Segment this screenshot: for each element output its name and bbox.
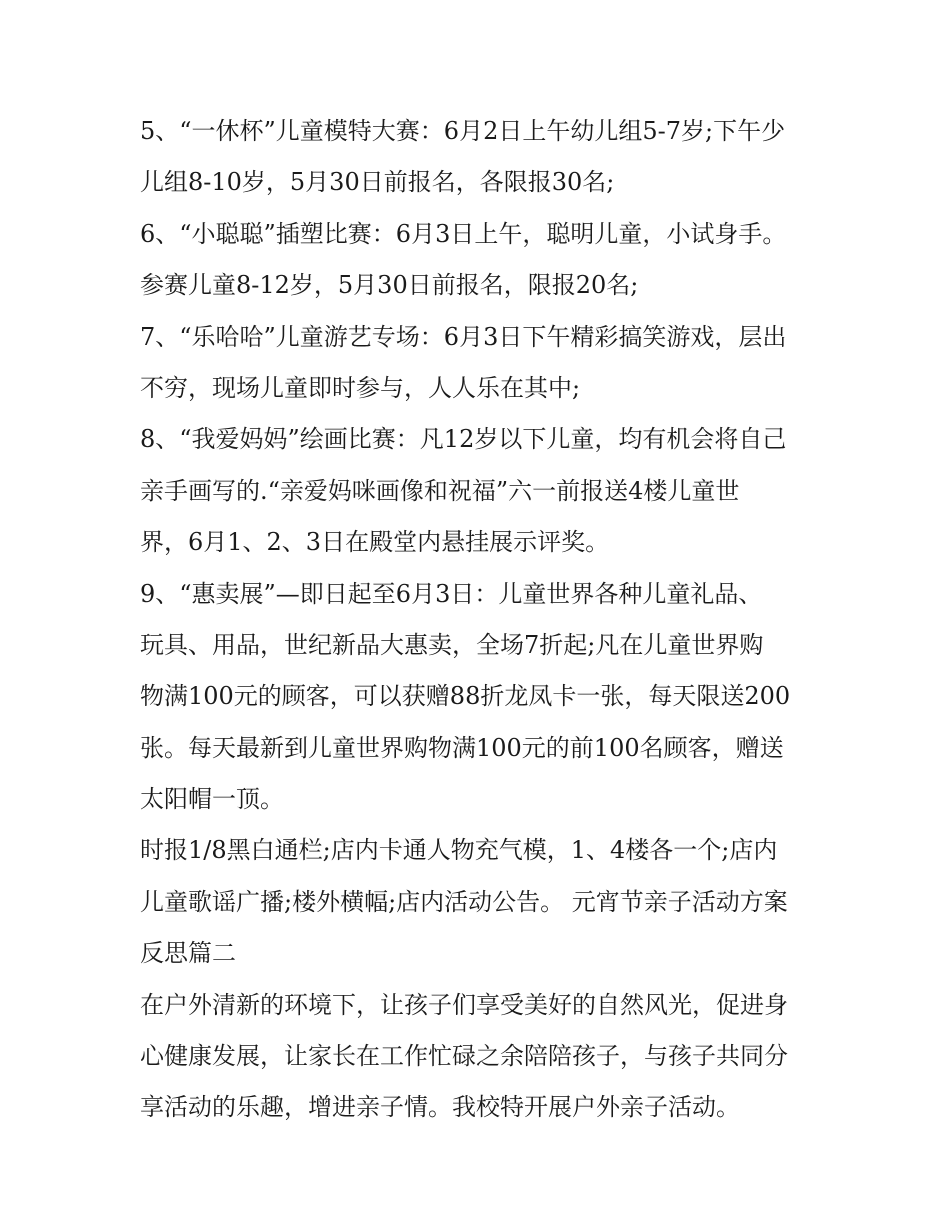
text-line: 儿童歌谣广播;楼外横幅;店内活动公告。 元宵节亲子活动方案	[140, 887, 788, 916]
text-line: 心健康发展，让家长在工作忙碌之余陪陪孩子，与孩子共同分	[140, 1042, 788, 1071]
text-line: 张。每天最新到儿童世界购物满100元的前100名顾客，赠送	[140, 733, 784, 762]
text-line: 6、“小聪聪”插塑比赛：6月3日上午，聪明儿童，小试身手。	[140, 219, 787, 248]
text-line: 界，6月1、2、3日在殿堂内悬挂展示评奖。	[140, 528, 610, 557]
text-line: 8、“我爱妈妈”绘画比赛：凡12岁以下儿童，均有机会将自己	[140, 425, 787, 454]
text-line: 享活动的乐趣，增进亲子情。我校特开展户外亲子活动。	[140, 1093, 740, 1122]
text-line: 物满100元的顾客，可以获赠88折龙凤卡一张，每天限送200	[140, 682, 791, 711]
text-line: 玩具、用品，世纪新品大惠卖，全场7折起;凡在儿童世界购	[140, 630, 764, 659]
text-line: 亲手画写的.“亲爱妈咪画像和祝福”六一前报送4楼儿童世	[140, 476, 740, 505]
text-line: 时报1/8黑白通栏;店内卡通人物充气模，1、4楼各一个;店内	[140, 836, 778, 865]
text-line: 9、“惠卖展”—即日起至6月3日：儿童世界各种儿童礼品、	[140, 579, 763, 608]
text-line: 7、“乐哈哈”儿童游艺专场：6月3日下午精彩搞笑游戏，层出	[140, 322, 787, 351]
text-line: 在户外清新的环境下，让孩子们享受美好的自然风光，促进身	[140, 990, 788, 1019]
text-line: 参赛儿童8-12岁，5月30日前报名，限报20名;	[140, 271, 639, 300]
text-line: 太阳帽一顶。	[140, 785, 284, 814]
text-line: 不穷，现场儿童即时参与，人人乐在其中;	[140, 373, 581, 402]
text-line: 反思篇二	[140, 939, 236, 968]
text-line: 儿组8-10岁，5月30日前报名，各限报30名;	[140, 168, 615, 197]
text-line: 5、“一休杯”儿童模特大赛：6月2日上午幼儿组5-7岁;下午少	[140, 117, 786, 145]
document-body	[140, 106, 820, 1134]
